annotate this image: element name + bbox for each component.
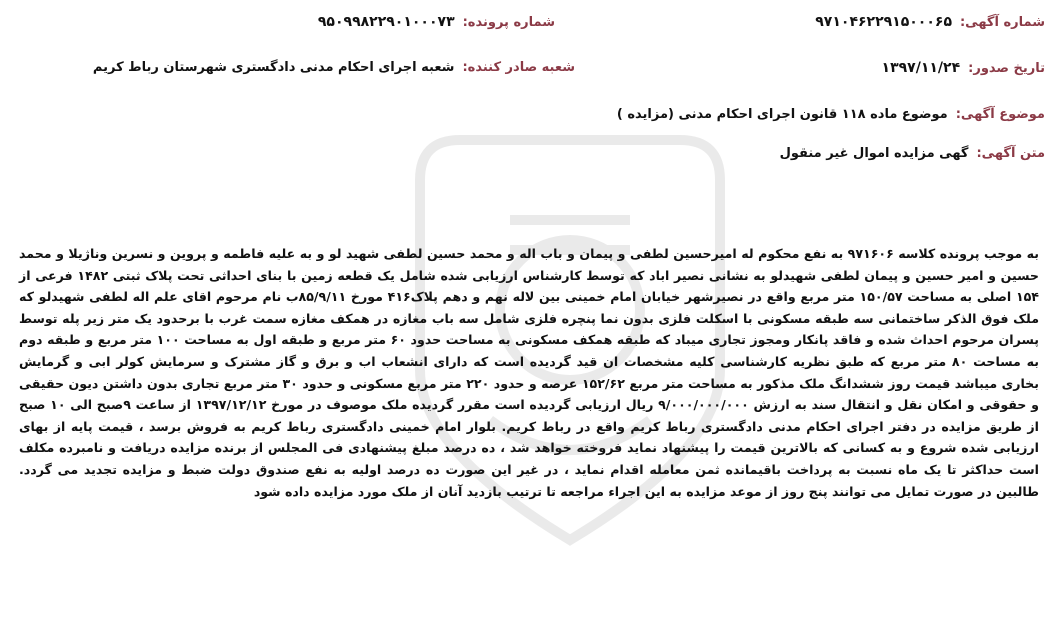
issuing-branch-label: شعبه صادر کننده: (462, 60, 575, 75)
issue-date-label: تاریخ صدور: (968, 61, 1045, 76)
issuing-branch-value: شعبه اجرای احکام مدنی دادگستری شهرستان رباط کریم (92, 60, 455, 75)
notice-body-paragraph: به موجب پرونده کلاسه ۹۷۱۶۰۶ به نفع محکوم له امیرحسین لطفی و پیمان و باب اله و محمد حسین لطفی شهید لو و به علیه فاطمه و پروین و نسرین وناژیلا و محمد حسین و امیر حسین و پیمان لطفی شهیدلو به نشانی نصیر اباد که توسط کارشناس ارزیابی شده شامل یک قطعه زمین با بنای احداثی تحت پلاک ثبتی ۱۴۸۲ فرعی از ۱۵۴ اصلی به مساحت ۱۵۰/۵۷ متر مربع واقع در نصیرشهر خیابان امام خمینی بین لاله نهم و دهم پلاک۴۱۶ مورخ ۸۵/۹/۱۱ب نام مرحوم اقای علم اله لطفی شهیدلو که ملک فوق الذکر ساختمانی سه طبقه مسکونی با اسکلت فلزی بدون نما پنچره فلزی شامل سه باب مغازه در همکف مغازه سمت غرب با برحدود یک متر زیر پله توسط پسران مرحوم احداث شده و فاقد پانکار ومجوز تجاری میباد که طبقه همکف مسکونی به مساحت حدود ۶۰ متر مربع و طبقه اول به مساحت ۱۰۰ متر مربع و طبقه دوم به مساحت ۸۰ متر مربع که طبق نظریه کارشناسی کلیه مشخصات ان قید گردیده است که دارای انشعاب اب و برق و گاز مشترک و سرمایش کولر ابی و گرمایش بخاری میباشد قیمت روز ششدانگ ملک مذکور به مساحت متر مربع ۱۵۲/۶۲ عرصه و حدود ۲۲۰ متر مربع مسکونی و حدود ۳۰ متر مربع تجاری بدون داشتن دیون حقیقی و حقوقی و امکان نقل و انتقال سند به ارزش ۹/۰۰۰/۰۰۰/۰۰۰ ریال ارزیابی گردیده است مقرر گردیده ملک موصوف در مورخ ۱۳۹۷/۱۲/۱۲ از ساعت ۹صبح الی ۱۰ صبح از طریق مزایده در دفتر اجرای احکام مدنی دادگستری رباط کریم واقع در رباط کریم. بلوار امام خمینی دادگستری رباط کریم به فروش برسد ، قیمت پایه از بهای ارزیابی شده شروع و به کسانی که بالاترین قیمت را پیشنهاد نماید فروخته خواهد شد ، ده درصد مبلغ پیشنهادی فی المجلس از برنده مزایده دریافت و نامبرده مکلف است حداکثر تا یک ماه نسبت به پرداخت باقیمانده ثمن معامله اقدام نماید ، در غیر این صورت ده درصد اولیه به نفع صندوق دولت ضبط و مزایده تجدید می گردد. طالبین در صورت تمایل می توانند پنج روز از موعد مزایده به این اجراء مراجعه تا ترتیب بازدید آنان از ملک مورد مزایده داده شود (19, 246, 1040, 499)
subject-row (617, 107, 1045, 122)
subject-label: موضوع آگهی: (955, 107, 1045, 122)
ad-text-value: گهی مزایده اموال غیر منقول (779, 146, 969, 161)
ad-text-row (780, 146, 1045, 161)
case-number-value: ۹۵۰۹۹۸۲۲۹۰۱۰۰۰۷۳ (317, 14, 455, 30)
issuing-branch-row (93, 60, 575, 75)
issue-date-value: ۱۳۹۷/۱۱/۲۴ (881, 60, 961, 76)
issue-date-row (882, 60, 1045, 76)
case-number-label: شماره پرونده: (462, 15, 555, 30)
ad-text-label: متن آگهی: (976, 146, 1045, 161)
subject-value: موضوع ماده ۱۱۸ قانون اجرای احکام مدنی (مزایده ) (616, 107, 948, 122)
ad-number-value: ۹۷۱۰۴۶۲۲۹۱۵۰۰۰۶۵ (815, 14, 952, 30)
case-number-row (318, 14, 555, 30)
ad-number-row (815, 14, 1045, 30)
ad-number-label: شماره آگهی: (959, 15, 1045, 30)
